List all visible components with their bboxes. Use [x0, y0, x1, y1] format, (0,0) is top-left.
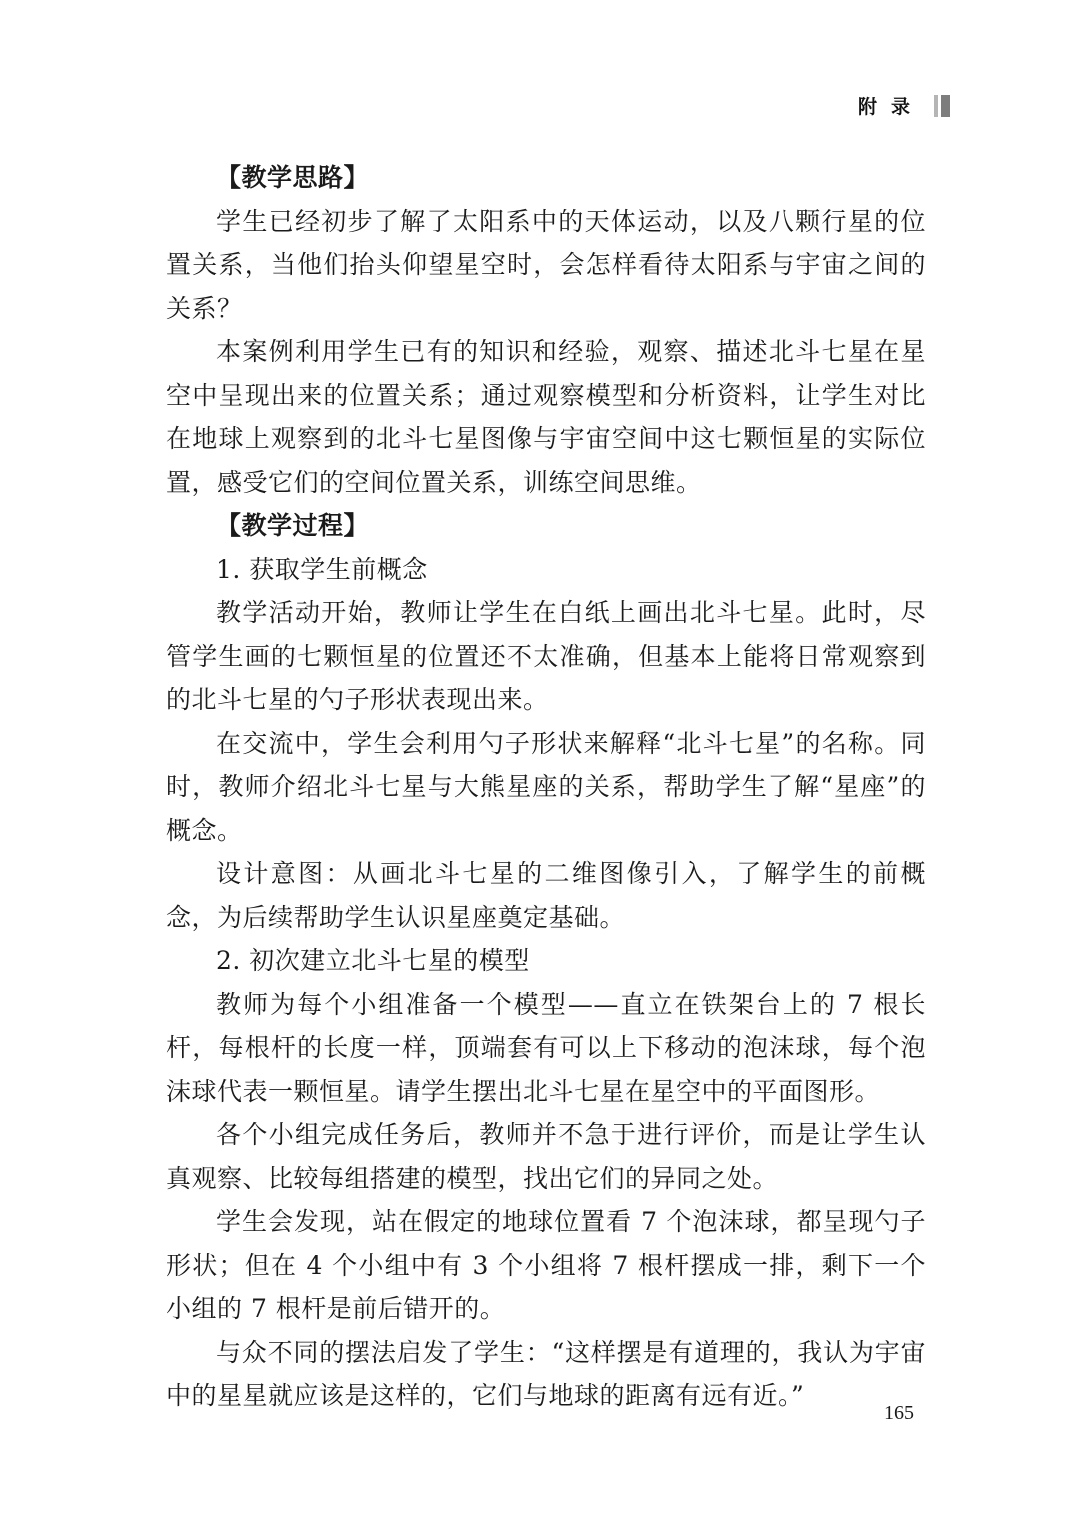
- running-head: [858, 92, 950, 119]
- page-number: 165: [884, 1402, 914, 1424]
- paragraph-step1-2: 在交流中，学生会利用勺子形状来解释“北斗七星”的名称。同时，教师介绍北斗七星与大熊星座的关系，帮助学生了解“星座”的概念。: [166, 728, 926, 845]
- running-title: 附录: [857, 96, 924, 118]
- section-heading-teaching-idea: 【教学思路】: [216, 163, 370, 192]
- paragraph-step2-2: 各个小组完成任务后，教师并不急于进行评价，而是让学生认真观察、比较每组搭建的模型，找出它们的异同之处。: [166, 1120, 926, 1193]
- header-bar-thin: [934, 95, 938, 117]
- subheading-step-2: 2. 初次建立北斗七星的模型: [216, 946, 530, 975]
- header-bar-thick: [941, 95, 950, 117]
- paragraph-step1-design: 设计意图：从画北斗七星的二维图像引入，了解学生的前概念，为后续帮助学生认识星座奠定基础。: [166, 859, 926, 932]
- paragraph-idea-1: 学生已经初步了解了太阳系中的天体运动，以及八颗行星的位置关系，当他们抬头仰望星空时，会怎样看待太阳系与宇宙之间的关系？: [166, 206, 926, 323]
- page-body: [166, 156, 926, 1418]
- paragraph-idea-2: 本案例利用学生已有的知识和经验，观察、描述北斗七星在星空中呈现出来的位置关系；通过观察模型和分析资料，让学生对比在地球上观察到的北斗七星图像与宇宙空间中这七颗恒星的实际位置，感受它们的空间位置关系，训练空间思维。: [166, 337, 926, 497]
- paragraph-step2-3: 学生会发现，站在假定的地球位置看 7 个泡沫球，都呈现勺子形状；但在 4 个小组中有 3 个小组将 7 根杆摆成一排，剩下一个小组的 7 根杆是前后错开的。: [166, 1207, 926, 1323]
- paragraph-step2-1: 教师为每个小组准备一个模型——直立在铁架台上的 7 根长杆，每根杆的长度一样，顶端套有可以上下移动的泡沫球，每个泡沫球代表一颗恒星。请学生摆出北斗七星在星空中的平面图形。: [166, 989, 926, 1106]
- header-bar-mark: [934, 95, 950, 117]
- paragraph-step2-4: 与众不同的摆法启发了学生：“这样摆是有道理的，我认为宇宙中的星星就应该是这样的，它们与地球的距离有远有近。”: [166, 1337, 926, 1410]
- paragraph-step1-1: 教学活动开始，教师让学生在白纸上画出北斗七星。此时，尽管学生画的七颗恒星的位置还不太准确，但基本上能将日常观察到的北斗七星的勺子形状表现出来。: [166, 598, 926, 714]
- subheading-step-1: 1. 获取学生前概念: [216, 554, 428, 584]
- section-heading-teaching-process: 【教学过程】: [216, 511, 370, 540]
